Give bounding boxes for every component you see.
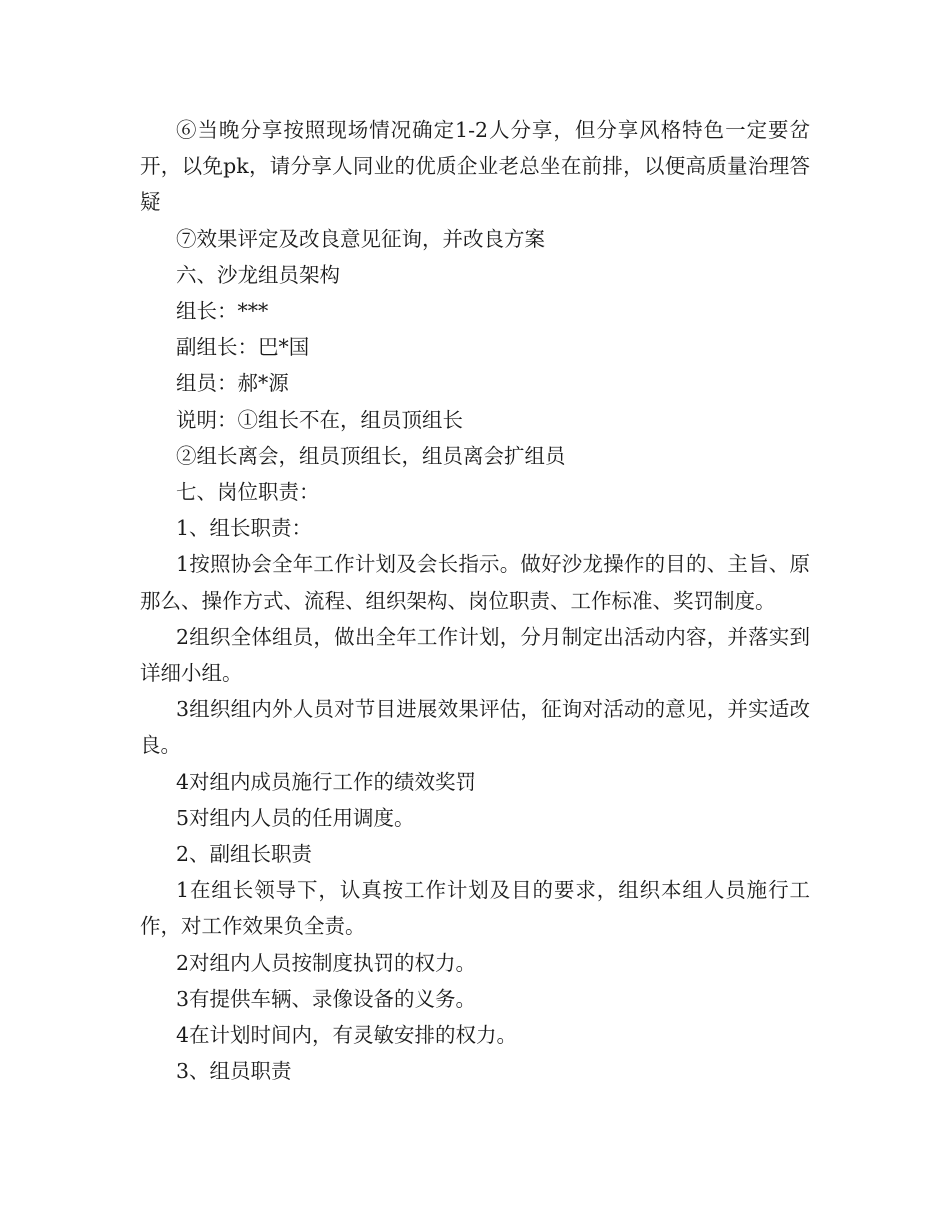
paragraph: 1按照协会全年工作计划及会长指示。做好沙龙操作的目的、主旨、原那么、操作方式、流程、组织架构、岗位职责、工作标准、奖罚制度。	[140, 552, 810, 613]
paragraph: 2对组内人员按制度执罚的权力。	[176, 950, 477, 975]
section-heading: 七、岗位职责：	[176, 480, 320, 505]
paragraph: 4对组内成员施行工作的绩效奖罚	[176, 769, 477, 794]
subsection-heading: 3、组员职责	[176, 1059, 292, 1084]
subsection-heading: 2、副组长职责	[176, 842, 313, 867]
section-heading: 六、沙龙组员架构	[176, 262, 340, 287]
paragraph: 3组织组内外人员对节目进展效果评估，征询对活动的意见，并实适改良。	[140, 697, 810, 758]
document-body	[140, 112, 810, 1089]
paragraph: 1在组长领导下，认真按工作计划及目的要求，组织本组人员施行工作，对工作效果负全责。	[140, 878, 810, 939]
paragraph: 2组织全体组员，做出全年工作计划，分月制定出活动内容，并落实到详细小组。	[140, 624, 810, 686]
subsection-heading: 1、组长职责：	[176, 516, 313, 541]
paragraph: 副组长：巴*国	[176, 335, 310, 360]
paragraph: 5对组内人员的任用调度。	[176, 805, 415, 830]
paragraph: 组员：郝*源	[176, 371, 289, 396]
paragraph: 3有提供车辆、录像设备的义务。	[176, 986, 477, 1011]
paragraph: ②组长离会，组员顶组长，组员离会扩组员	[176, 443, 566, 468]
paragraph: ⑦效果评定及改良意见征询，并改良方案	[176, 226, 545, 251]
paragraph: ⑥当晚分享按照现场情况确定1-2人分享，但分享风格特色一定要岔开，以免pk，请分享人同业的优质企业老总坐在前排，以便高质量治理答疑	[140, 118, 810, 215]
paragraph: 组长：***	[176, 299, 269, 324]
paragraph: 说明：①组长不在，组员顶组长	[176, 407, 463, 432]
paragraph: 4在计划时间内，有灵敏安排的权力。	[176, 1023, 518, 1048]
